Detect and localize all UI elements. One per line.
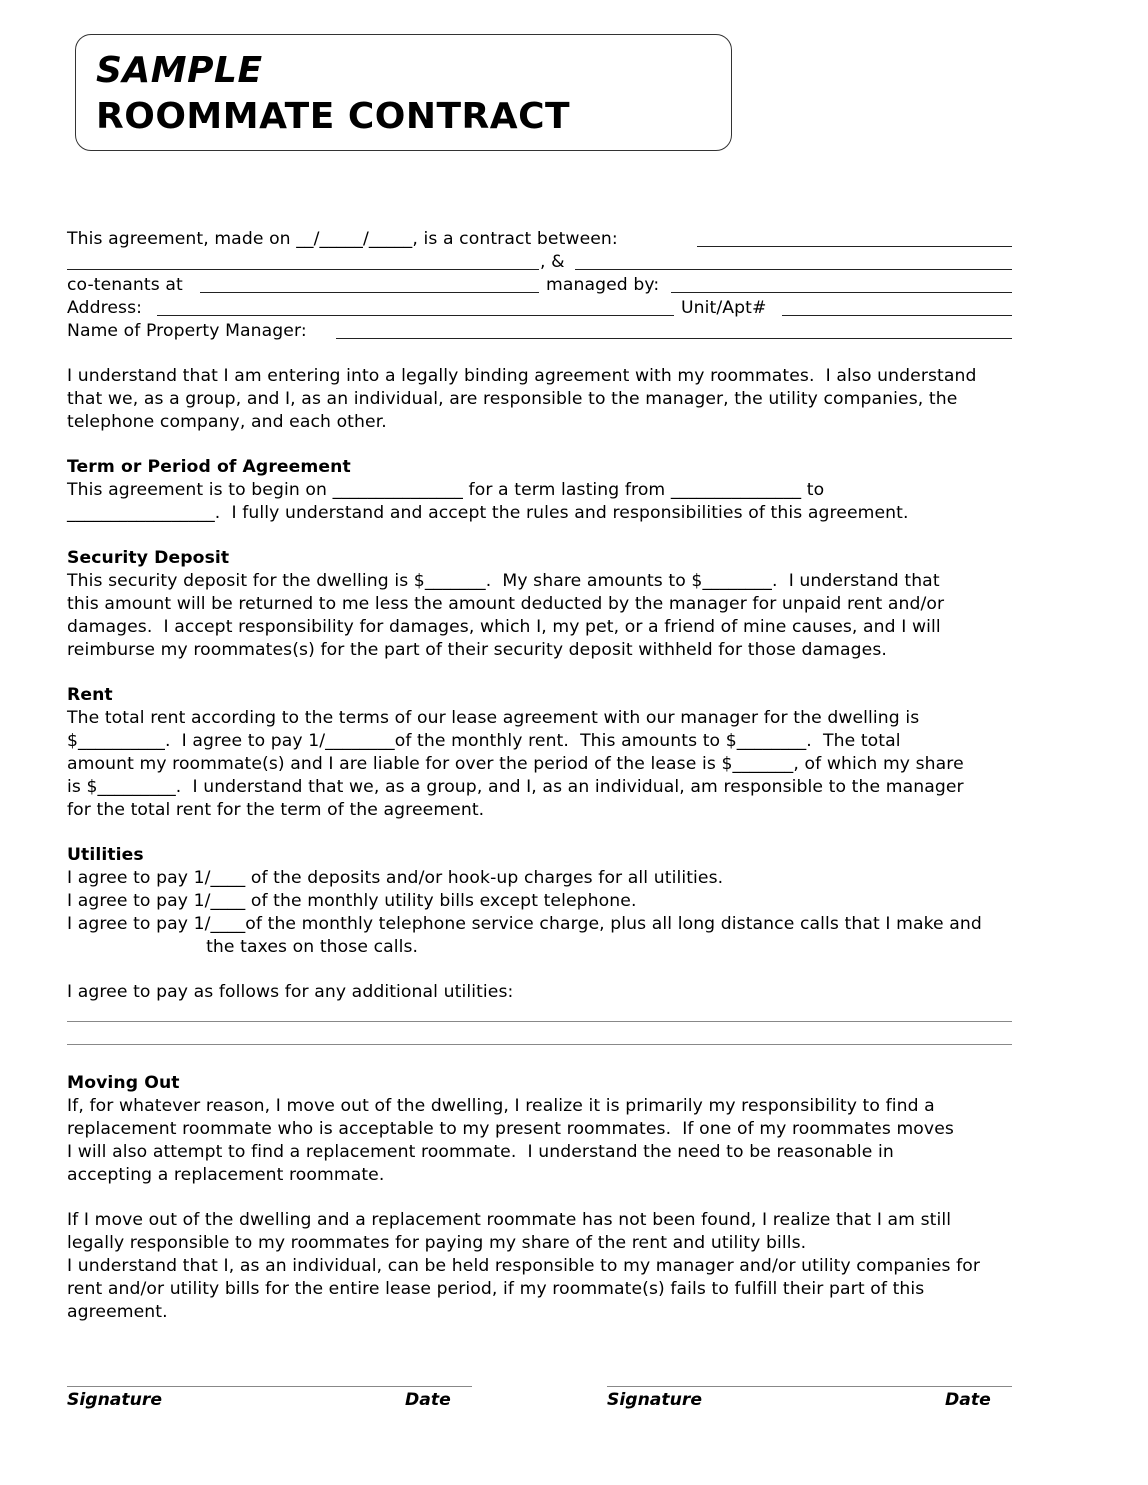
property-manager-blank[interactable] bbox=[336, 338, 1012, 339]
rent-line: $__________. I agree to pay 1/________of the monthly rent. This amounts to $________. The total bbox=[67, 731, 901, 751]
moving-out-line: If, for whatever reason, I move out of the dwelling, I realize it is primarily my responsibility to find a bbox=[67, 1096, 935, 1116]
intro-paragraph-line: that we, as a group, and I, as an individual, are responsible to the manager, the utility companies, the bbox=[67, 389, 958, 409]
moving-out-line: rent and/or utility bills for the entire lease period, if my roommate(s) fails to fulfill their part of this bbox=[67, 1279, 925, 1299]
moving-out-line: If I move out of the dwelling and a replacement roommate has not been found, I realize that I am still bbox=[67, 1210, 952, 1230]
party1-blank[interactable] bbox=[697, 246, 1012, 247]
unit-label: Unit/Apt# bbox=[681, 298, 767, 318]
cotenants-blank[interactable] bbox=[200, 292, 539, 293]
deposit-line: this amount will be returned to me less the amount deducted by the manager for unpaid rent and/or bbox=[67, 594, 945, 614]
rent-line: The total rent according to the terms of our lease agreement with our manager for the dwelling is bbox=[67, 708, 920, 728]
managed-by-blank[interactable] bbox=[671, 292, 1012, 293]
moving-out-line: legally responsible to my roommates for paying my share of the rent and utility bills. bbox=[67, 1233, 807, 1253]
utilities-line: I agree to pay 1/____ of the deposits and/or hook-up charges for all utilities. bbox=[67, 868, 724, 888]
signature-label-2: Signature bbox=[607, 1390, 702, 1410]
intro-line-date: This agreement, made on __/_____/_____, is a contract between: bbox=[67, 229, 618, 249]
party3-blank[interactable] bbox=[575, 269, 1012, 270]
address-label: Address: bbox=[67, 298, 143, 318]
signature-label-1: Signature bbox=[67, 1390, 162, 1410]
additional-utilities-blank-2[interactable] bbox=[67, 1044, 1012, 1045]
date-label-1: Date bbox=[405, 1390, 451, 1410]
term-heading: Term or Period of Agreement bbox=[67, 457, 351, 477]
moving-out-line: I understand that I, as an individual, can be held responsible to my manager and/or utility companies for bbox=[67, 1256, 981, 1276]
moving-out-heading: Moving Out bbox=[67, 1073, 180, 1093]
intro-paragraph-line: I understand that I am entering into a legally binding agreement with my roommates. I also understand bbox=[67, 366, 977, 386]
cotenants-label: co-tenants at bbox=[67, 275, 183, 295]
term-line: This agreement is to begin on _______________ for a term lasting from _______________ to bbox=[67, 480, 825, 500]
moving-out-line: agreement. bbox=[67, 1302, 168, 1322]
signature-line-2[interactable] bbox=[607, 1386, 1012, 1387]
rent-heading: Rent bbox=[67, 685, 113, 705]
title-sample: SAMPLE bbox=[96, 50, 263, 91]
deposit-line: damages. I accept responsibility for damages, which I, my pet, or a friend of mine causes, and I will bbox=[67, 617, 941, 637]
additional-utilities-label: I agree to pay as follows for any additional utilities: bbox=[67, 982, 514, 1002]
address-blank[interactable] bbox=[157, 315, 674, 316]
deposit-heading: Security Deposit bbox=[67, 548, 230, 568]
deposit-line: This security deposit for the dwelling is $_______. My share amounts to $________. I understand that bbox=[67, 571, 940, 591]
rent-line: is $_________. I understand that we, as a group, and I, as an individual, am responsible to the manager bbox=[67, 777, 964, 797]
date-label-2: Date bbox=[945, 1390, 991, 1410]
term-line: _________________. I fully understand and accept the rules and responsibilities of this agreement. bbox=[67, 503, 909, 523]
rent-line: for the total rent for the term of the agreement. bbox=[67, 800, 485, 820]
utilities-line: I agree to pay 1/____ of the monthly utility bills except telephone. bbox=[67, 891, 637, 911]
moving-out-line: replacement roommate who is acceptable to my present roommates. If one of my roommates moves bbox=[67, 1119, 954, 1139]
signature-line-1[interactable] bbox=[67, 1386, 472, 1387]
moving-out-line: accepting a replacement roommate. bbox=[67, 1165, 385, 1185]
deposit-line: reimburse my roommates(s) for the part of their security deposit withheld for those damages. bbox=[67, 640, 887, 660]
additional-utilities-blank-1[interactable] bbox=[67, 1021, 1012, 1022]
unit-blank[interactable] bbox=[782, 315, 1012, 316]
managed-by-label: managed by: bbox=[546, 275, 660, 295]
utilities-line: the taxes on those calls. bbox=[67, 937, 419, 957]
utilities-heading: Utilities bbox=[67, 845, 144, 865]
moving-out-line: I will also attempt to find a replacement roommate. I understand the need to be reasonable in bbox=[67, 1142, 894, 1162]
title-box bbox=[75, 34, 732, 151]
page-title: ROOMMATE CONTRACT bbox=[96, 96, 571, 137]
rent-line: amount my roommate(s) and I are liable for over the period of the lease is $_______, of which my share bbox=[67, 754, 964, 774]
ampersand: , & bbox=[540, 252, 565, 272]
party2-blank[interactable] bbox=[67, 269, 539, 270]
intro-paragraph-line: telephone company, and each other. bbox=[67, 412, 387, 432]
utilities-line: I agree to pay 1/____of the monthly telephone service charge, plus all long distance calls that I make and bbox=[67, 914, 982, 934]
property-manager-label: Name of Property Manager: bbox=[67, 321, 307, 341]
